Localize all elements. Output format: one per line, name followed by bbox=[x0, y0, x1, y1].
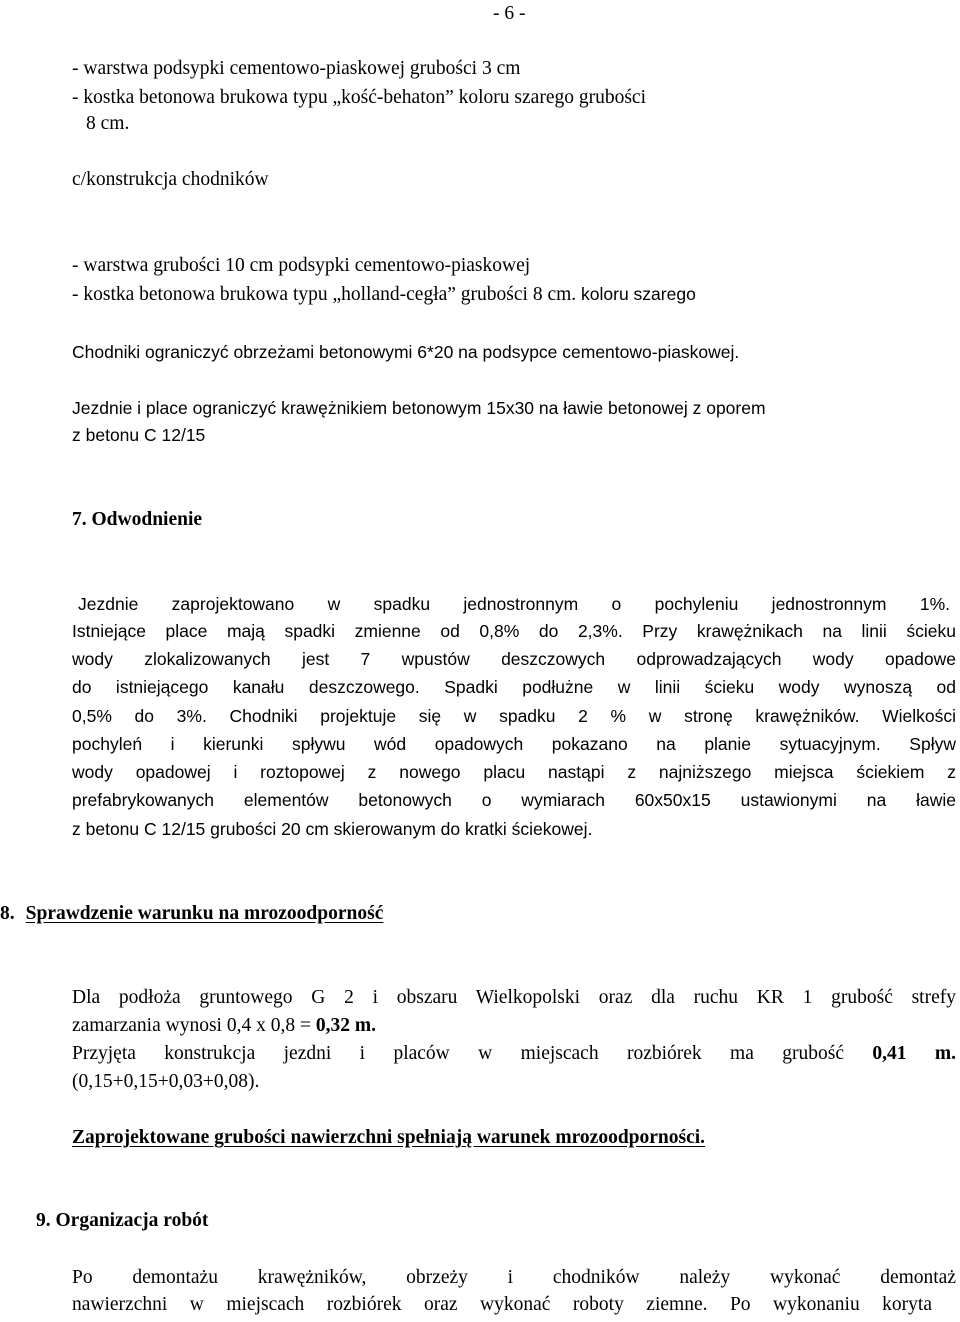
structure-thickness-value: 0,41 m. bbox=[872, 1043, 956, 1064]
section-9-line-1: Po demontażu krawężników, obrzeży i chodników należy wykonać demontaż bbox=[72, 1267, 956, 1288]
frost-depth-value: 0,32 m. bbox=[315, 1015, 376, 1036]
layer-line-2: - kostka betonowa brukowa typu „kość-behaton” koloru szarego grubości bbox=[72, 87, 647, 108]
page-number: - 6 - bbox=[493, 3, 526, 24]
section-7-line-8: prefabrykowanych elementów betonowych o wymiarach 60x50x15 ustawionymi na ławie bbox=[72, 790, 956, 810]
section-7-line-2: Istniejące place mają spadki zmienne od 0,8% do 2,3%. Przy krawężnikach na linii ścieku bbox=[72, 621, 956, 641]
sidewalk-layer-2 bbox=[72, 280, 696, 309]
section-7-line-1: Jezdnie zaprojektowano w spadku jednostronnym o pochyleniu jednostronnym 1%. bbox=[78, 594, 950, 614]
section-7-line-3: wody zlokalizowanych jest 7 wpustów deszczowych odprowadzających wody opadowe bbox=[72, 649, 956, 669]
section-7-line-4: do istniejącego kanału deszczowego. Spadki podłużne w linii ścieku wody wynoszą od bbox=[72, 677, 956, 697]
sidewalk-heading: c/konstrukcja chodników bbox=[72, 169, 269, 190]
structure-thickness-line-1 bbox=[72, 1040, 956, 1068]
sidewalk-layer-2-text: - kostka betonowa brukowa typu „holland-cegła” grubości 8 cm. bbox=[72, 284, 577, 305]
frost-conclusion: Zaprojektowane grubości nawierzchni spełniają warunek mrozoodporności. bbox=[72, 1127, 706, 1148]
section-7-line-5: 0,5% do 3%. Chodniki projektuje się w spadku 2 % w stronę krawężników. Wielkości bbox=[72, 706, 956, 726]
curb-paragraph-line-1: Jezdnie i place ograniczyć krawężnikiem betonowym 15x30 na ławie betonowej z oporem bbox=[72, 398, 766, 418]
section-7-line-6: pochyleń i kierunki spływu wód opadowych pokazano na planie sytuacyjnym. Spływ bbox=[72, 734, 956, 754]
frost-paragraph-line-2 bbox=[72, 1012, 376, 1040]
section-8-title: Sprawdzenie warunku na mrozoodporność bbox=[25, 903, 384, 924]
curb-paragraph-line-2: z betonu C 12/15 bbox=[72, 425, 206, 445]
section-9-heading: 9. Organizacja robót bbox=[36, 1210, 209, 1231]
section-7-line-9: z betonu C 12/15 grubości 20 cm skierowanym do kratki ściekowej. bbox=[72, 819, 593, 839]
frost-depth-text: zamarzania wynosi 0,4 x 0,8 = bbox=[72, 1015, 316, 1036]
section-7-line-7: wody opadowej i roztopowej z nowego placu nastąpi z najniższego miejsca ściekiem z bbox=[72, 762, 956, 782]
sidewalk-layer-1: - warstwa grubości 10 cm podsypki cementowo-piaskowej bbox=[72, 255, 531, 276]
section-8-number: 8. bbox=[0, 903, 15, 924]
section-8-heading bbox=[0, 900, 383, 928]
section-7-heading: 7. Odwodnienie bbox=[72, 509, 203, 530]
structure-thickness-line-2: (0,15+0,15+0,03+0,08). bbox=[72, 1071, 260, 1092]
sidewalk-layer-2-tail: koloru szarego bbox=[576, 284, 696, 304]
frost-paragraph-line-1: Dla podłoża gruntowego G 2 i obszaru Wielkopolski oraz dla ruchu KR 1 grubość strefy bbox=[72, 987, 956, 1008]
structure-thickness-text: Przyjęta konstrukcja jezdni i placów w miejscach rozbiórek ma grubość bbox=[72, 1043, 873, 1064]
section-9-line-2: nawierzchni w miejscach rozbiórek oraz wykonać roboty ziemne. Po wykonaniu koryta bbox=[72, 1294, 932, 1315]
layer-line-1: - warstwa podsypki cementowo-piaskowej grubości 3 cm bbox=[72, 58, 521, 79]
layer-line-3: 8 cm. bbox=[86, 113, 130, 134]
edging-paragraph: Chodniki ograniczyć obrzeżami betonowymi 6*20 na podsypce cementowo-piaskowej. bbox=[72, 342, 740, 362]
